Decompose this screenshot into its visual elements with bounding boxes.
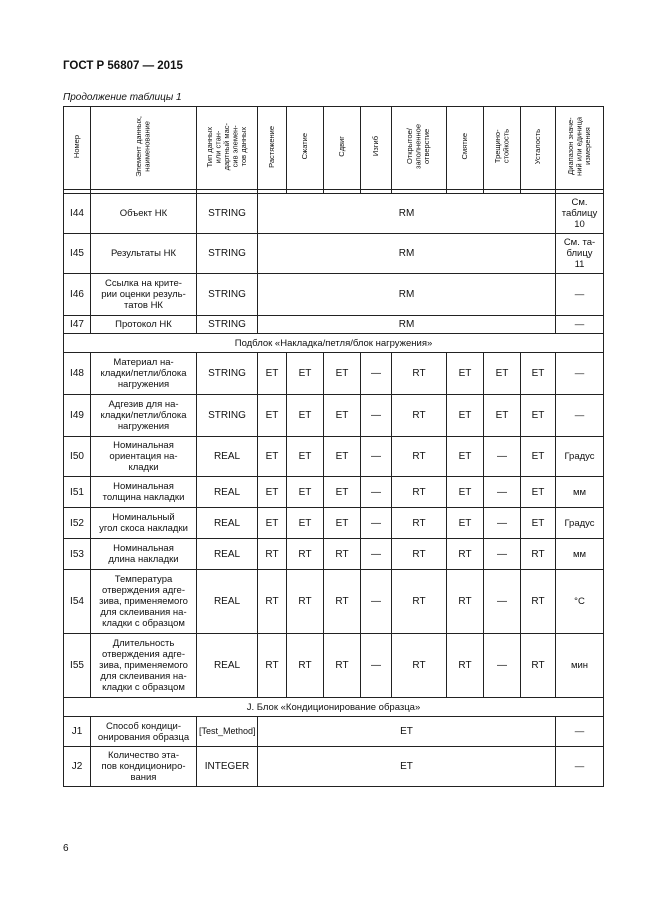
requirement-cell: ET: [521, 395, 556, 437]
requirement-cell: RT: [324, 634, 361, 698]
requirement-cell: —: [484, 477, 521, 508]
requirement-cell: —: [361, 437, 392, 477]
table-row: [64, 747, 604, 787]
requirement-cell: RT: [447, 634, 484, 698]
element-name: Номинальный угол скоса накладки: [91, 508, 197, 539]
requirement-cell: —: [361, 539, 392, 570]
column-header-label: Усталость: [532, 128, 542, 165]
requirement-cell: ET: [258, 508, 287, 539]
requirement-cell: ET: [447, 353, 484, 395]
requirement-cell: RT: [287, 570, 324, 634]
requirement-cell: —: [361, 634, 392, 698]
requirement-cell: ET: [324, 353, 361, 395]
table-row: [64, 395, 604, 437]
element-name: Номинальная длина накладки: [91, 539, 197, 570]
data-type: REAL: [197, 570, 258, 634]
requirement-cell: RT: [392, 508, 447, 539]
requirement-cell: ET: [484, 395, 521, 437]
row-number: I47: [64, 316, 91, 334]
data-type: STRING: [197, 194, 258, 234]
element-name: Адгезив для на- кладки/петли/блока нагружения: [91, 395, 197, 437]
column-header: [91, 107, 197, 190]
data-type: STRING: [197, 274, 258, 316]
requirement-cell: ET: [258, 395, 287, 437]
row-number: I44: [64, 194, 91, 234]
data-type: INTEGER: [197, 747, 258, 787]
column-header-label: Трещино- стойкость: [492, 129, 510, 164]
requirement-cell: RT: [258, 634, 287, 698]
merged-requirement: RM: [258, 194, 556, 234]
column-header-label: Смятие: [459, 133, 469, 160]
requirement-cell: ET: [287, 477, 324, 508]
range-or-unit: См. таблицу 10: [556, 194, 604, 234]
data-type: STRING: [197, 395, 258, 437]
requirement-cell: RT: [392, 570, 447, 634]
requirement-cell: ET: [258, 353, 287, 395]
data-type: REAL: [197, 477, 258, 508]
document-header: ГОСТ Р 56807 — 2015: [63, 60, 183, 72]
element-name: Результаты НК: [91, 234, 197, 274]
requirement-cell: ET: [521, 508, 556, 539]
data-type: REAL: [197, 634, 258, 698]
row-number: I48: [64, 353, 91, 395]
requirement-cell: RT: [258, 539, 287, 570]
table-caption: Продолжение таблицы 1: [63, 92, 182, 103]
requirement-cell: ET: [484, 353, 521, 395]
data-type: [Test_Method]: [197, 717, 258, 747]
table-row: [64, 353, 604, 395]
range-or-unit: —: [556, 395, 604, 437]
requirement-cell: —: [484, 634, 521, 698]
specification-table: [63, 106, 604, 787]
column-header-label: Сдвиг: [336, 136, 346, 157]
column-header: [258, 107, 287, 190]
table-row: [64, 274, 604, 316]
requirement-cell: —: [484, 539, 521, 570]
data-type: STRING: [197, 234, 258, 274]
table-row: [64, 194, 604, 234]
column-header: [392, 107, 447, 190]
element-name: Способ кондици- онирования образца: [91, 717, 197, 747]
column-header-label: Сжатие: [299, 133, 309, 160]
merged-requirement: RM: [258, 274, 556, 316]
row-number: I45: [64, 234, 91, 274]
table-row: [64, 477, 604, 508]
column-header: [556, 107, 604, 190]
column-header: [324, 107, 361, 190]
requirement-cell: RT: [392, 437, 447, 477]
element-name: Материал на- кладки/петли/блока нагружения: [91, 353, 197, 395]
section-title: J. Блок «Кондиционирование образца»: [64, 698, 604, 717]
table-header: [64, 107, 604, 194]
column-header-label: Тип данных или стан- дартный мас- сив элемен- тов данных: [204, 122, 248, 171]
table-row: [64, 508, 604, 539]
requirement-cell: RT: [447, 539, 484, 570]
requirement-cell: RT: [392, 477, 447, 508]
column-header: [197, 107, 258, 190]
requirement-cell: RT: [324, 570, 361, 634]
table-body: [64, 194, 604, 787]
requirement-cell: ET: [521, 477, 556, 508]
data-type: REAL: [197, 437, 258, 477]
requirement-cell: RT: [392, 353, 447, 395]
merged-requirement: ET: [258, 717, 556, 747]
column-header: [447, 107, 484, 190]
row-number: I51: [64, 477, 91, 508]
table-row: [64, 437, 604, 477]
range-or-unit: —: [556, 353, 604, 395]
requirement-cell: —: [361, 570, 392, 634]
requirement-cell: ET: [447, 477, 484, 508]
requirement-cell: RT: [392, 395, 447, 437]
row-number: I55: [64, 634, 91, 698]
merged-requirement: ET: [258, 747, 556, 787]
requirement-cell: ET: [324, 437, 361, 477]
requirement-cell: ET: [324, 395, 361, 437]
table-row: [64, 316, 604, 334]
range-or-unit: мин: [556, 634, 604, 698]
requirement-cell: —: [484, 437, 521, 477]
merged-requirement: RM: [258, 316, 556, 334]
element-name: Длительность отверждения адге- зива, применяемого для склеивания на- кладки с образцом: [91, 634, 197, 698]
range-or-unit: —: [556, 747, 604, 787]
column-header: [521, 107, 556, 190]
range-or-unit: мм: [556, 539, 604, 570]
requirement-cell: RT: [392, 634, 447, 698]
requirement-cell: RT: [521, 634, 556, 698]
requirement-cell: —: [361, 477, 392, 508]
table-row: [64, 634, 604, 698]
table-row: [64, 234, 604, 274]
requirement-cell: ET: [521, 353, 556, 395]
requirement-cell: —: [361, 353, 392, 395]
range-or-unit: —: [556, 274, 604, 316]
table-row: [64, 570, 604, 634]
column-header-label: Открытое/ заполненное отверстие: [405, 124, 432, 169]
requirement-cell: ET: [258, 437, 287, 477]
requirement-cell: ET: [287, 395, 324, 437]
column-header-label: Растяжение: [266, 125, 276, 168]
requirement-cell: ET: [287, 353, 324, 395]
table-row: [64, 539, 604, 570]
requirement-cell: —: [484, 570, 521, 634]
requirement-cell: ET: [287, 508, 324, 539]
requirement-cell: ET: [324, 508, 361, 539]
row-number: J1: [64, 717, 91, 747]
data-type: STRING: [197, 316, 258, 334]
row-number: I53: [64, 539, 91, 570]
range-or-unit: —: [556, 717, 604, 747]
data-type: REAL: [197, 508, 258, 539]
column-header-label: Изгиб: [370, 136, 380, 157]
range-or-unit: —: [556, 316, 604, 334]
column-header: [361, 107, 392, 190]
table-row: [64, 717, 604, 747]
requirement-cell: RT: [447, 570, 484, 634]
element-name: Температура отверждения адге- зива, применяемого для склеивания на- кладки с образцом: [91, 570, 197, 634]
range-or-unit: См. та- блицу 11: [556, 234, 604, 274]
row-number: I52: [64, 508, 91, 539]
row-number: J2: [64, 747, 91, 787]
requirement-cell: —: [361, 508, 392, 539]
requirement-cell: ET: [447, 395, 484, 437]
requirement-cell: ET: [258, 477, 287, 508]
page-number: 6: [63, 843, 69, 854]
requirement-cell: RT: [392, 539, 447, 570]
section-title: Подблок «Накладка/петля/блок нагружения»: [64, 334, 604, 353]
row-number: I46: [64, 274, 91, 316]
column-header-label: Элемент данных, наименование: [134, 116, 152, 177]
requirement-cell: RT: [324, 539, 361, 570]
section-row: [64, 334, 604, 353]
requirement-cell: RT: [287, 539, 324, 570]
merged-requirement: RM: [258, 234, 556, 274]
element-name: Протокол НК: [91, 316, 197, 334]
requirement-cell: RT: [521, 539, 556, 570]
requirement-cell: ET: [287, 437, 324, 477]
requirement-cell: ET: [447, 437, 484, 477]
element-name: Номинальная ориентация на- кладки: [91, 437, 197, 477]
range-or-unit: °C: [556, 570, 604, 634]
element-name: Объект НК: [91, 194, 197, 234]
data-type: STRING: [197, 353, 258, 395]
column-header: [484, 107, 521, 190]
requirement-cell: ET: [447, 508, 484, 539]
column-header: [287, 107, 324, 190]
requirement-cell: RT: [258, 570, 287, 634]
element-name: Количество эта- пов кондициониро- вания: [91, 747, 197, 787]
requirement-cell: —: [484, 508, 521, 539]
element-name: Ссылка на крите- рии оценки резуль- татов НК: [91, 274, 197, 316]
range-or-unit: Градус: [556, 508, 604, 539]
row-number: I50: [64, 437, 91, 477]
data-type: REAL: [197, 539, 258, 570]
requirement-cell: RT: [287, 634, 324, 698]
range-or-unit: мм: [556, 477, 604, 508]
row-number: I49: [64, 395, 91, 437]
section-row: [64, 698, 604, 717]
column-header-label: Номер: [71, 134, 81, 159]
requirement-cell: ET: [324, 477, 361, 508]
column-header: [64, 107, 91, 190]
element-name: Номинальная толщина накладки: [91, 477, 197, 508]
range-or-unit: Градус: [556, 437, 604, 477]
requirement-cell: RT: [521, 570, 556, 634]
column-header-label: Диапазон значе- ний или единица измерения: [565, 117, 592, 176]
requirement-cell: ET: [521, 437, 556, 477]
row-number: I54: [64, 570, 91, 634]
requirement-cell: —: [361, 395, 392, 437]
